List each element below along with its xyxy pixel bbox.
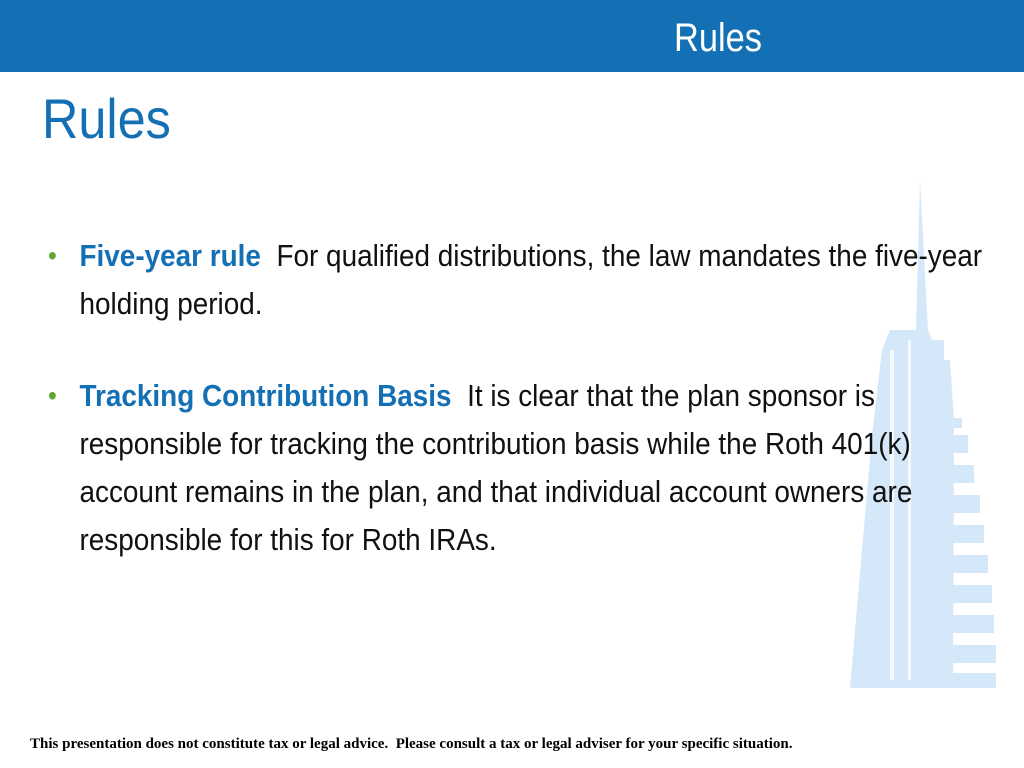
bullet-list xyxy=(48,232,988,564)
bullet-dot-icon: • xyxy=(48,380,57,411)
header-bar-title: Rules xyxy=(674,16,762,60)
footer-disclaimer: This presentation does not constitute tax or legal advice. Please consult a tax or legal adviser for your specific situation. xyxy=(30,736,793,752)
bullet-term: Five-year rule xyxy=(79,238,261,273)
page-title: Rules xyxy=(42,87,171,150)
bullet-term: Tracking Contribution Basis xyxy=(79,378,452,413)
bullet-text: It is clear that the plan sponsor is responsible for tracking the contribution basis while the Roth 401(k) account remains in the plan, and that individual account owners are responsible for this for Roth IRAs. xyxy=(79,378,913,557)
bullet-dot-icon: • xyxy=(48,240,57,271)
bullet-item-tracking-contribution-basis xyxy=(48,372,989,564)
header-bar xyxy=(0,0,1024,72)
bullet-text: For qualified distributions, the law mandates the five-year holding period. xyxy=(79,238,983,321)
bullet-item-five-year-rule xyxy=(48,232,989,328)
